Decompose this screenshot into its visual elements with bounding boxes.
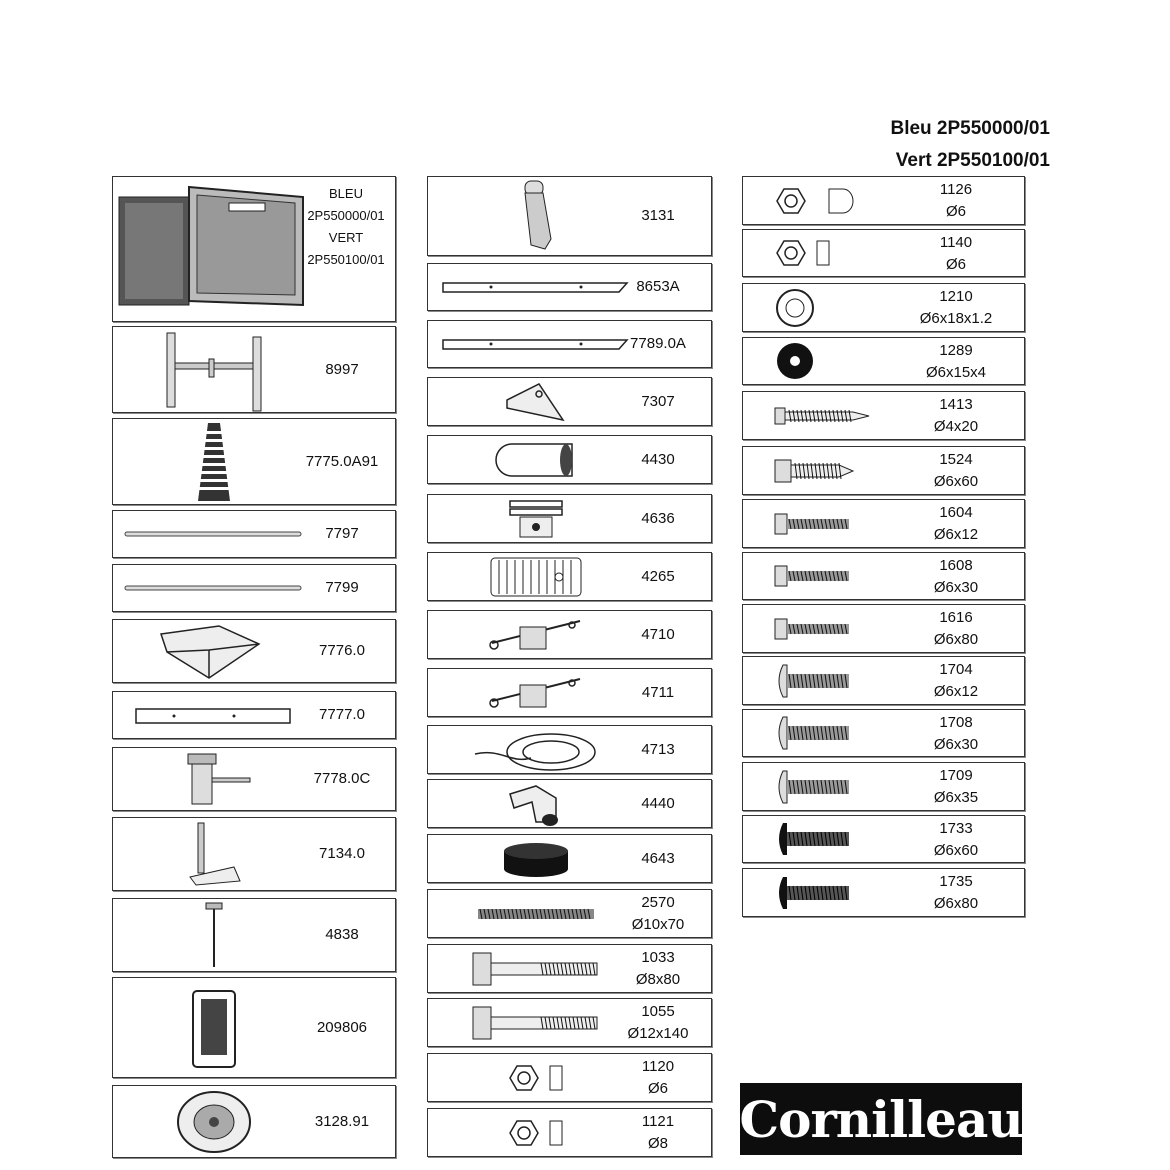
part-number: 4643 bbox=[641, 849, 675, 867]
net-holder-icon bbox=[189, 987, 239, 1069]
part-number: 1120 bbox=[641, 1058, 675, 1075]
part-number: 1210 bbox=[939, 288, 973, 305]
part-code bbox=[906, 871, 1006, 915]
part-card bbox=[742, 604, 1025, 653]
part-card bbox=[742, 762, 1025, 811]
part-size: Ø4x20 bbox=[933, 418, 979, 435]
part-card bbox=[427, 834, 712, 883]
part-code bbox=[613, 205, 703, 227]
part-size: Ø6x15x4 bbox=[925, 364, 987, 381]
part-code bbox=[906, 394, 1006, 438]
hex-screw-icon bbox=[773, 564, 853, 588]
part-number: 1055 bbox=[641, 1003, 675, 1020]
lag-screw-icon bbox=[773, 456, 857, 486]
header-blue-ref: Bleu 2P550000/01 bbox=[890, 118, 1050, 139]
black-screw-icon bbox=[773, 821, 853, 857]
part-card bbox=[742, 391, 1025, 440]
part-card bbox=[112, 510, 396, 558]
part-number: 7307 bbox=[641, 392, 675, 410]
part-code bbox=[906, 232, 1006, 276]
part-code bbox=[297, 451, 387, 473]
part-number: 1616 bbox=[939, 609, 973, 626]
part-number: 7778.0C bbox=[313, 770, 371, 787]
hex-screw-icon bbox=[773, 512, 853, 536]
part-size: Ø10x70 bbox=[631, 916, 685, 933]
part-number: 1140 bbox=[939, 234, 973, 251]
part-code bbox=[906, 340, 1006, 384]
pedal-icon bbox=[184, 821, 244, 887]
part-number: BLEU bbox=[329, 186, 363, 201]
pin-icon bbox=[202, 901, 226, 971]
part-code bbox=[613, 682, 703, 704]
wood-screw-icon bbox=[773, 404, 873, 428]
part-card bbox=[742, 176, 1025, 225]
part-number: 1121 bbox=[641, 1113, 675, 1130]
part-code bbox=[906, 555, 1006, 599]
part-number: 4710 bbox=[641, 625, 675, 643]
part-code bbox=[613, 508, 703, 530]
part-code bbox=[613, 333, 703, 355]
part-code bbox=[297, 359, 387, 381]
part-card bbox=[427, 1053, 712, 1102]
header-green-ref: Vert 2P550100/01 bbox=[895, 150, 1050, 171]
part-size: Ø8 bbox=[647, 1135, 668, 1152]
part-code bbox=[906, 449, 1006, 493]
pad-icon bbox=[501, 839, 571, 879]
part-card bbox=[427, 377, 712, 426]
part-size: Ø6x30 bbox=[933, 736, 979, 753]
grip-icon bbox=[489, 556, 583, 598]
part-number: 4838 bbox=[325, 926, 359, 943]
part-size: Ø6x12 bbox=[933, 683, 979, 700]
part-number: 209806 bbox=[316, 1018, 368, 1036]
part-card bbox=[427, 263, 712, 311]
part-number: 1735 bbox=[939, 873, 973, 890]
part-number: 7799 bbox=[325, 579, 359, 596]
part-card bbox=[742, 499, 1025, 548]
bracket-icon bbox=[159, 622, 269, 682]
part-code bbox=[297, 1017, 387, 1039]
nut-icon bbox=[506, 1060, 566, 1096]
part-code bbox=[906, 659, 1006, 703]
table-panel-icon bbox=[117, 183, 307, 308]
long-rod-icon bbox=[124, 583, 304, 593]
part-code bbox=[297, 523, 387, 545]
part-size: Ø6 bbox=[945, 203, 966, 220]
part-card bbox=[112, 691, 396, 739]
part-size: Ø8x80 bbox=[635, 971, 681, 988]
part-number: 7789.0A bbox=[630, 335, 686, 352]
part-code bbox=[613, 566, 703, 588]
part-code bbox=[613, 793, 703, 815]
part-number: 3131 bbox=[641, 207, 675, 224]
part-card bbox=[427, 552, 712, 601]
part-size: Ø6 bbox=[945, 256, 966, 273]
part-number: 4711 bbox=[641, 683, 675, 701]
part-code bbox=[613, 276, 703, 298]
part-code bbox=[613, 1001, 703, 1045]
strip-icon bbox=[441, 278, 631, 296]
flat-bar-icon bbox=[134, 705, 294, 725]
part-number: 4713 bbox=[641, 740, 675, 758]
part-number: 4430 bbox=[641, 450, 675, 468]
part-card bbox=[427, 779, 712, 828]
part-number: 1709 bbox=[939, 767, 973, 784]
part-number: 1608 bbox=[939, 557, 973, 574]
black-screw-icon bbox=[773, 875, 853, 911]
part-number: 1704 bbox=[939, 661, 973, 678]
part-card bbox=[112, 1085, 396, 1158]
part-number: 7797 bbox=[325, 525, 359, 542]
wheel-icon bbox=[174, 1089, 254, 1155]
part-card bbox=[742, 552, 1025, 600]
part-code bbox=[613, 848, 703, 870]
round-head-screw-icon bbox=[773, 715, 853, 751]
part-card bbox=[427, 610, 712, 659]
part-reference: 2P550000/01 bbox=[307, 208, 385, 223]
part-number: 8653A bbox=[636, 278, 680, 295]
part-code bbox=[906, 712, 1006, 756]
part-code bbox=[906, 179, 1006, 223]
strip-icon bbox=[441, 335, 631, 353]
part-number: 2570 bbox=[641, 894, 675, 911]
part-card bbox=[427, 176, 712, 256]
part-card bbox=[112, 977, 396, 1078]
cap-icon bbox=[494, 440, 578, 480]
part-number: 4265 bbox=[641, 567, 675, 585]
part-card bbox=[112, 817, 396, 891]
hinge-icon bbox=[486, 613, 586, 657]
part-card bbox=[112, 418, 396, 505]
part-number: 1733 bbox=[939, 820, 973, 837]
part-code bbox=[297, 577, 387, 599]
brand-logo bbox=[740, 1083, 1022, 1155]
part-code bbox=[613, 947, 703, 991]
foot-icon bbox=[506, 497, 566, 541]
part-card bbox=[112, 747, 396, 811]
ladder-leg-icon bbox=[194, 421, 234, 503]
part-card bbox=[427, 1108, 712, 1157]
part-card bbox=[742, 229, 1025, 277]
part-card bbox=[112, 326, 396, 413]
part-number: 3128.91 bbox=[314, 1112, 370, 1130]
part-card bbox=[742, 656, 1025, 705]
part-code bbox=[297, 640, 387, 662]
part-number: 1524 bbox=[939, 451, 973, 468]
part-number: 8997 bbox=[325, 360, 359, 378]
part-code bbox=[297, 1111, 387, 1133]
part-code bbox=[297, 924, 387, 946]
part-code bbox=[297, 843, 387, 865]
clip-icon bbox=[506, 782, 566, 828]
part-size: Ø6x80 bbox=[933, 631, 979, 648]
part-card bbox=[742, 868, 1025, 917]
part-code bbox=[301, 183, 391, 271]
part-card bbox=[742, 283, 1025, 332]
part-code bbox=[906, 502, 1006, 546]
part-code bbox=[906, 765, 1006, 809]
part-code bbox=[613, 1111, 703, 1155]
part-card bbox=[742, 337, 1025, 385]
part-size: Ø6x18x1.2 bbox=[919, 310, 993, 327]
nut-icon bbox=[773, 235, 833, 271]
part-variant-label: VERT bbox=[328, 230, 364, 245]
part-size: Ø6x60 bbox=[933, 473, 979, 490]
bolt-icon bbox=[471, 1003, 601, 1043]
clamp-icon bbox=[511, 179, 561, 253]
part-number: 4636 bbox=[641, 509, 675, 527]
part-card bbox=[427, 944, 712, 993]
nut-icon bbox=[506, 1115, 566, 1151]
part-card bbox=[427, 889, 712, 938]
part-reference: 2P550100/01 bbox=[307, 252, 385, 267]
part-card bbox=[112, 898, 396, 972]
part-code bbox=[297, 704, 387, 726]
part-card bbox=[742, 709, 1025, 757]
part-code bbox=[613, 624, 703, 646]
part-card bbox=[112, 176, 396, 322]
hinge-icon bbox=[486, 671, 586, 715]
part-code bbox=[613, 892, 703, 936]
part-card bbox=[742, 446, 1025, 495]
part-card bbox=[427, 320, 712, 368]
part-card bbox=[427, 725, 712, 774]
part-card bbox=[742, 815, 1025, 863]
part-number: 1289 bbox=[939, 342, 973, 359]
part-number: 7775.0A91 bbox=[305, 452, 379, 470]
part-code bbox=[613, 391, 703, 413]
part-code bbox=[906, 607, 1006, 651]
hex-screw-icon bbox=[773, 617, 853, 641]
plate-icon bbox=[501, 380, 571, 428]
round-head-screw-icon bbox=[773, 769, 853, 805]
part-size: Ø6x80 bbox=[933, 895, 979, 912]
part-number: 7776.0 bbox=[319, 642, 365, 659]
rubber-washer-icon bbox=[773, 341, 817, 381]
threaded-rod-icon bbox=[476, 906, 596, 922]
part-size: Ø12x140 bbox=[627, 1025, 689, 1042]
part-number: 1126 bbox=[939, 181, 973, 198]
part-card bbox=[427, 435, 712, 484]
brand-name: Cornilleau bbox=[739, 1089, 1023, 1149]
part-number: 7777.0 bbox=[319, 706, 365, 723]
part-code bbox=[613, 1056, 703, 1100]
part-number: 7134.0 bbox=[319, 845, 365, 862]
washer-icon bbox=[773, 288, 817, 328]
part-card bbox=[427, 494, 712, 543]
part-size: Ø6x35 bbox=[933, 789, 979, 806]
part-size: Ø6x30 bbox=[933, 579, 979, 596]
part-code bbox=[906, 286, 1006, 330]
part-card bbox=[112, 564, 396, 612]
part-code bbox=[297, 768, 387, 790]
part-size: Ø6 bbox=[647, 1080, 668, 1097]
part-number: 1604 bbox=[939, 504, 973, 521]
part-number: 1033 bbox=[641, 949, 675, 966]
leg-lever-icon bbox=[174, 750, 254, 810]
part-code bbox=[906, 818, 1006, 862]
long-rod-icon bbox=[124, 529, 304, 539]
part-number: 1708 bbox=[939, 714, 973, 731]
part-code bbox=[613, 739, 703, 761]
round-head-screw-icon bbox=[773, 663, 853, 699]
part-card bbox=[427, 998, 712, 1047]
part-size: Ø6x60 bbox=[933, 842, 979, 859]
part-code bbox=[613, 449, 703, 471]
part-card bbox=[112, 619, 396, 683]
part-number: 1413 bbox=[939, 396, 973, 413]
bolt-icon bbox=[471, 949, 601, 989]
part-size: Ø6x12 bbox=[933, 526, 979, 543]
part-number: 4440 bbox=[641, 794, 675, 812]
cap-nut-icon bbox=[773, 183, 863, 219]
spring-icon bbox=[471, 728, 601, 778]
part-card bbox=[427, 668, 712, 717]
h-frame-icon bbox=[159, 329, 269, 414]
